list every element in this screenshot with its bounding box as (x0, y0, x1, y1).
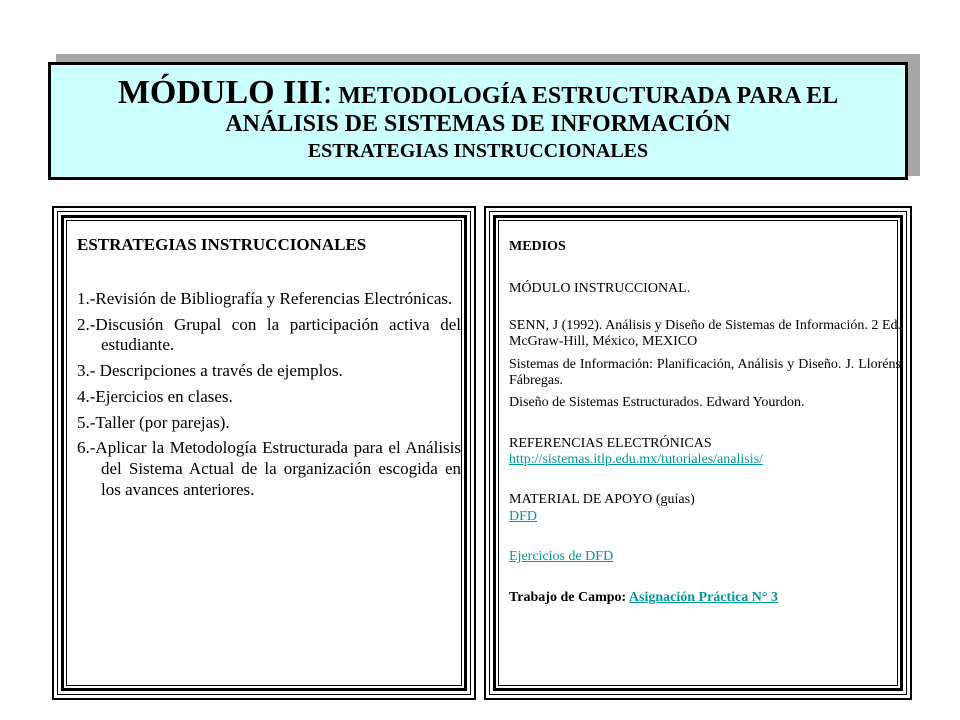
field-work-label: Trabajo de Campo: (509, 589, 629, 605)
media-heading: MEDIOS (509, 239, 566, 254)
strategy-item: 4.-Ejercicios en clases. (77, 386, 233, 406)
strategies-panel (52, 206, 476, 700)
media-content (509, 239, 901, 606)
strategies-content (77, 235, 461, 506)
electronic-reference-link[interactable]: http://sistemas.itlp.edu.mx/tutoriales/analisis/ (509, 452, 763, 467)
title-line-2: ANÁLISIS DE SISTEMAS DE INFORMACIÓN (225, 110, 731, 137)
reference-item: Diseño de Sistemas Estructurados. Edward Yourdon. (509, 395, 805, 411)
dfd-exercises-link[interactable]: Ejercicios de DFD (509, 549, 614, 565)
reference-item: Sistemas de Información: Planificación, Análisis y Diseño. J. Lloréns Fábregas. (509, 356, 901, 388)
practice-assignment-link[interactable]: Asignación Práctica N° 3 (628, 589, 778, 605)
strategy-item: 6.-Aplicar la Metodología Estructurada para el Análisis del Sistema Actual de la organización escogida en los avances anteriores. (77, 438, 461, 499)
module-number: MÓDULO III (117, 74, 323, 111)
strategy-item: 2.-Discusión Grupal con la participación activa del estudiante. (77, 314, 461, 355)
title-line-1-rest: METODOLOGÍA ESTRUCTURADA PARA EL (332, 83, 839, 109)
instructional-module: MÓDULO INSTRUCCIONAL. (509, 281, 691, 297)
strategy-item: 1.-Revisión de Bibliografía y Referencias Electrónicas. (77, 289, 453, 308)
reference-item: SENN, J (1992). Análisis y Diseño de Sistemas de Información. 2 Ed. McGraw-Hill, México, MEXICO (509, 317, 901, 350)
title-line-1 (51, 75, 905, 111)
title-banner (48, 62, 908, 180)
title-colon: : (322, 74, 333, 111)
dfd-link[interactable]: DFD (509, 508, 538, 524)
strategy-item: 5.-Taller (por parejas). (77, 412, 230, 432)
electronic-references-label: REFERENCIAS ELECTRÓNICAS (509, 435, 712, 451)
media-panel (484, 206, 912, 700)
title-line-3: ESTRATEGIAS INSTRUCCIONALES (307, 140, 649, 163)
strategy-item: 3.- Descripciones a través de ejemplos. (77, 361, 343, 381)
support-material-label: MATERIAL DE APOYO (guías) (509, 492, 695, 508)
strategies-heading: ESTRATEGIAS INSTRUCCIONALES (77, 235, 367, 254)
